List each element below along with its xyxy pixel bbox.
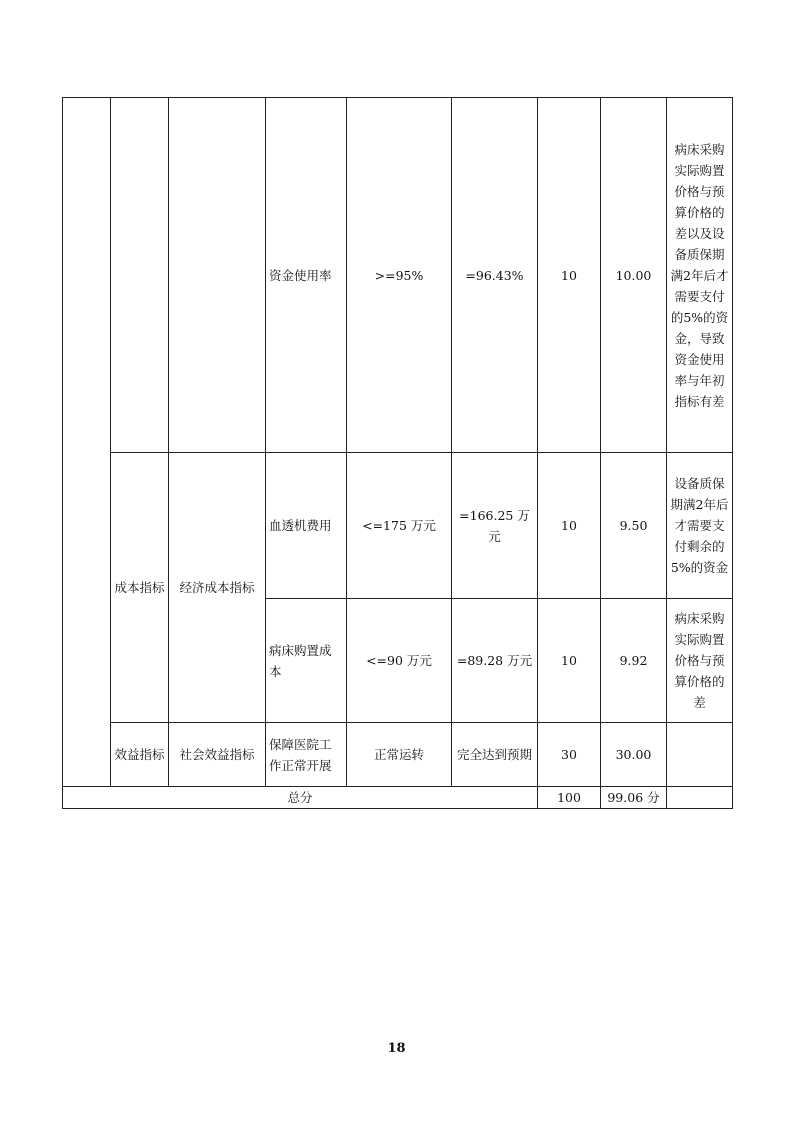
- note-cell: 病床采购实际购置价格与预算价格的差: [667, 599, 733, 723]
- score-cell: 30.00: [601, 723, 667, 787]
- note-cell: 设备质保期满2年后才需要支付剩余的5%的资金: [667, 453, 733, 599]
- subcategory-cell: 经济成本指标: [169, 453, 266, 723]
- performance-table: [62, 97, 733, 809]
- indicator-name-cell: 血透机费用: [266, 453, 347, 599]
- table-row: [63, 723, 733, 787]
- weight-cell: 10: [538, 599, 601, 723]
- subcategory-cell: 社会效益指标: [169, 723, 266, 787]
- score-cell: 9.92: [601, 599, 667, 723]
- indicator-name-cell: 病床购置成本: [266, 599, 347, 723]
- category-cell: 效益指标: [111, 723, 169, 787]
- score-cell: 10.00: [601, 98, 667, 453]
- total-label-cell: 总分: [63, 787, 538, 809]
- actual-value-cell: =166.25 万元: [452, 453, 538, 599]
- note-cell: [667, 723, 733, 787]
- table-row: [63, 453, 733, 599]
- table-row: [63, 98, 733, 453]
- category-cell: 成本指标: [111, 453, 169, 723]
- weight-cell: 10: [538, 98, 601, 453]
- category-cell-empty: [111, 98, 169, 453]
- actual-value-cell: =89.28 万元: [452, 599, 538, 723]
- target-value-cell: >=95%: [347, 98, 452, 453]
- actual-value-cell: =96.43%: [452, 98, 538, 453]
- indicator-name-cell: 资金使用率: [266, 98, 347, 453]
- weight-cell: 30: [538, 723, 601, 787]
- actual-value-cell: 完全达到预期: [452, 723, 538, 787]
- score-cell: 9.50: [601, 453, 667, 599]
- subcategory-cell-empty: [169, 98, 266, 453]
- page-number: 18: [387, 1041, 406, 1056]
- weight-cell: 10: [538, 453, 601, 599]
- total-note-cell: [667, 787, 733, 809]
- target-value-cell: <=175 万元: [347, 453, 452, 599]
- target-value-cell: 正常运转: [347, 723, 452, 787]
- outer-category-cell: [63, 98, 111, 787]
- note-cell: 病床采购实际购置价格与预算价格的差以及设备质保期满2年后才需要支付的5%的资金，导致资金使用率与年初指标有差: [667, 98, 733, 453]
- indicator-name-cell: 保障医院工作正常开展: [266, 723, 347, 787]
- total-score-cell: 99.06 分: [601, 787, 667, 809]
- total-weight-cell: 100: [538, 787, 601, 809]
- total-row: [63, 787, 733, 809]
- target-value-cell: <=90 万元: [347, 599, 452, 723]
